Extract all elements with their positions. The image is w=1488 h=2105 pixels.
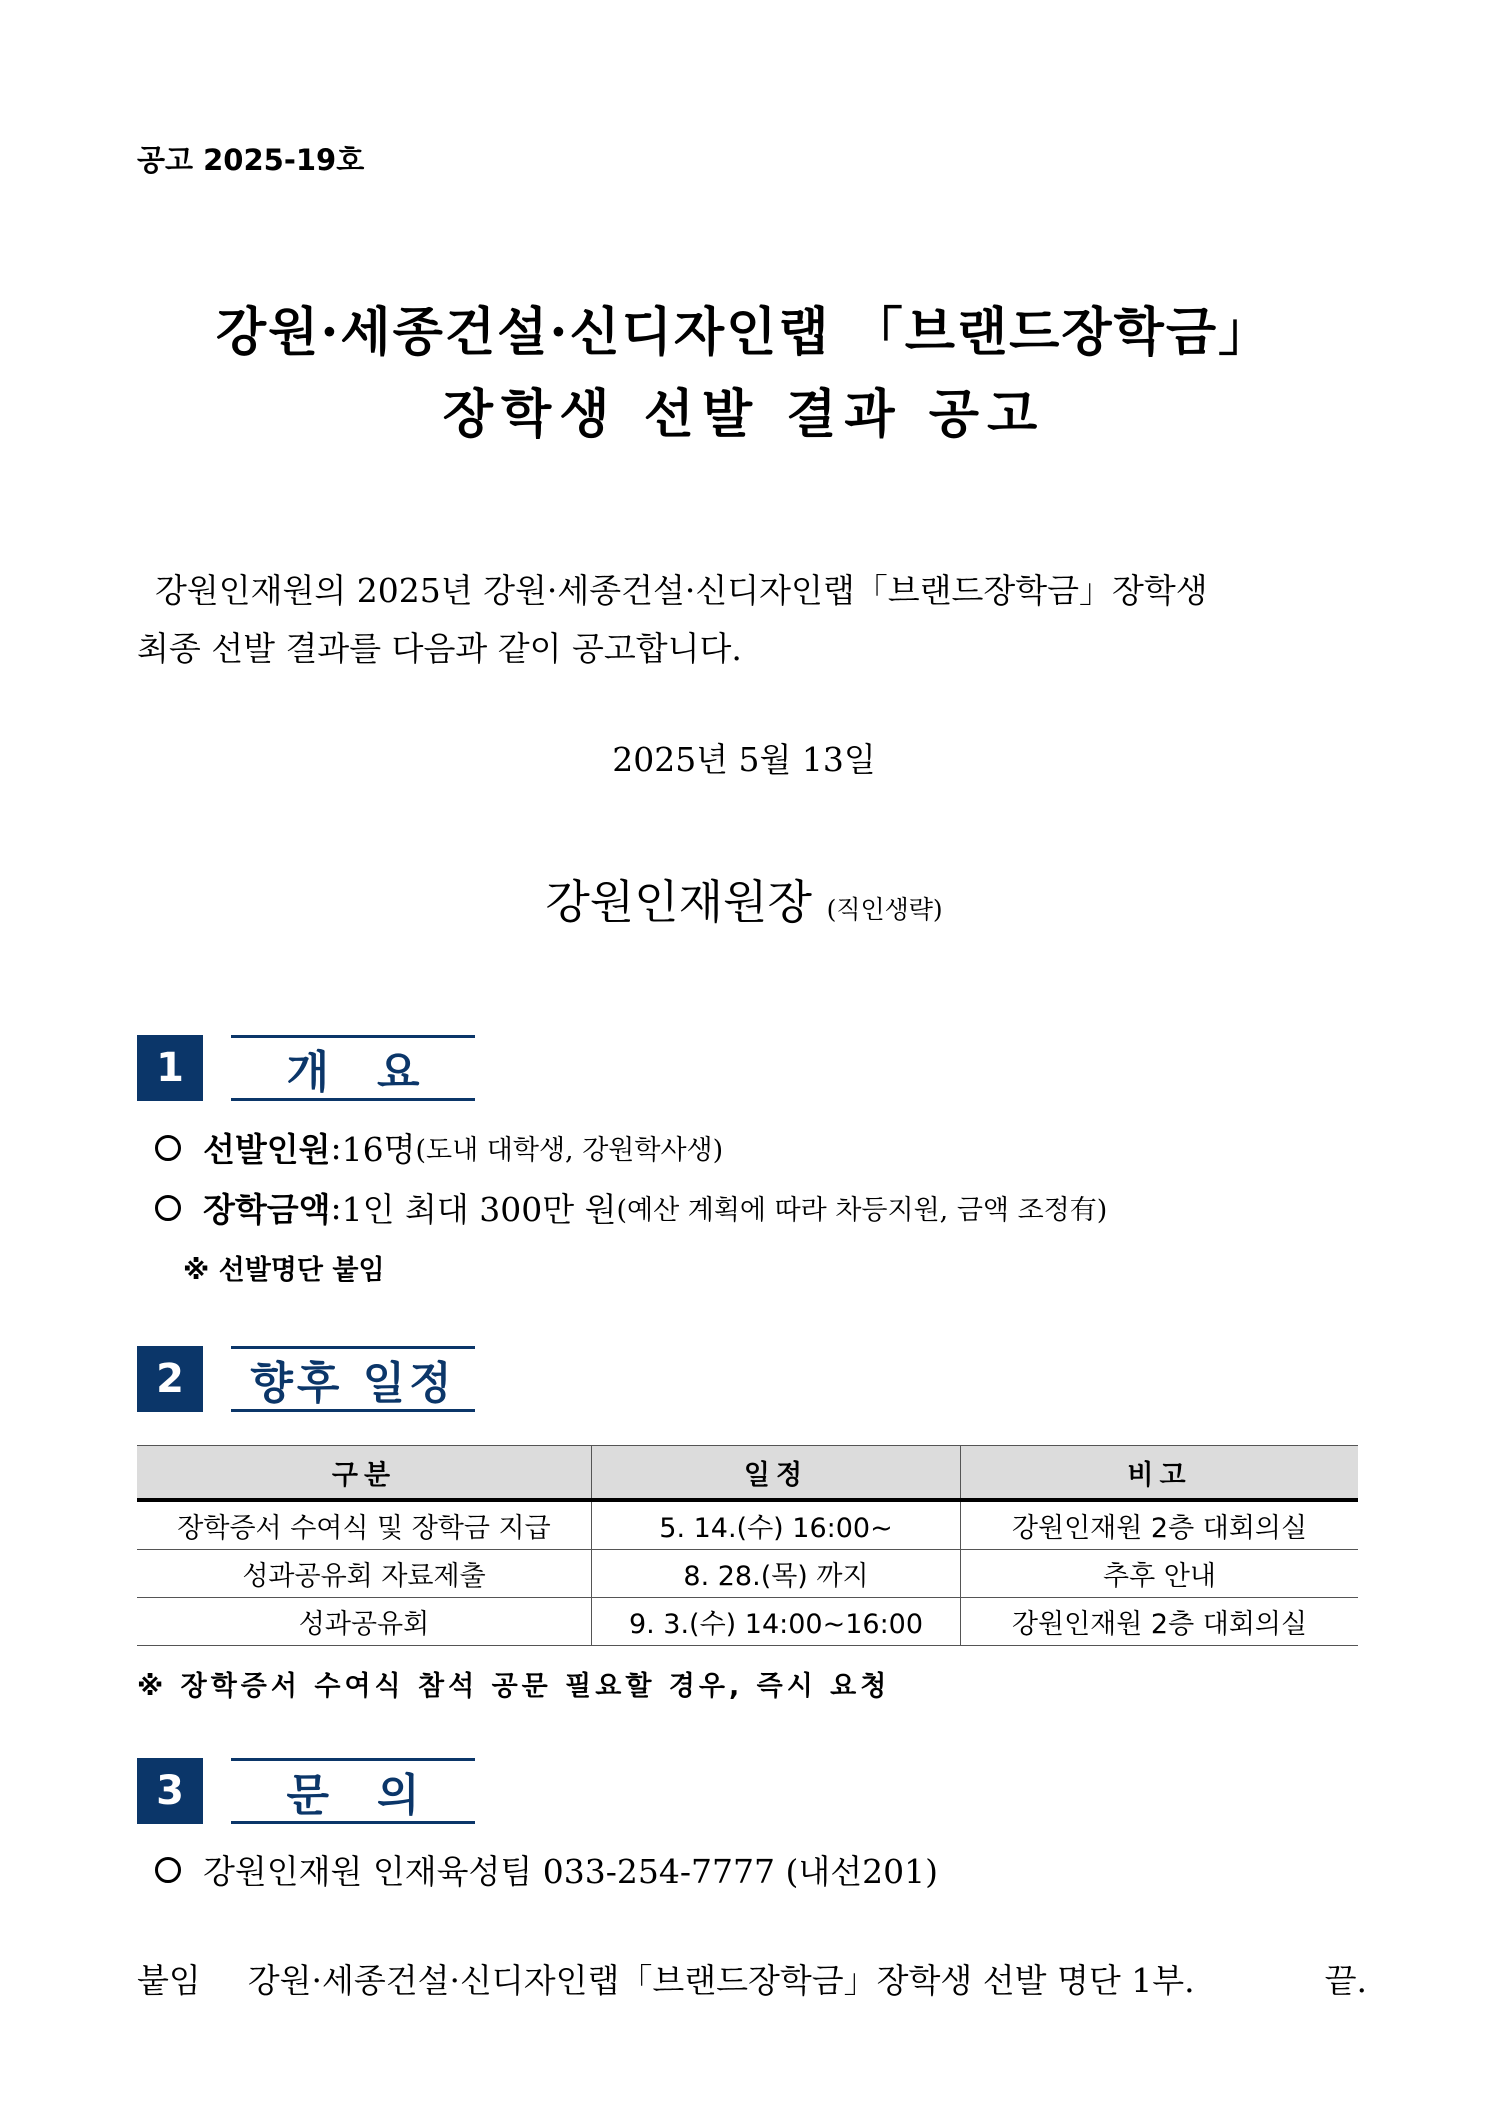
bullet-value: 1인 최대 300만 원 <box>341 1190 617 1229</box>
seal-note: (직인생략) <box>826 895 943 924</box>
table-cell: 8. 28.(목) 까지 <box>592 1550 961 1598</box>
bullet-note: (예산 계획에 따라 차등지원, 금액 조정有) <box>616 1195 1108 1226</box>
circle-bullet-icon <box>155 1857 181 1883</box>
table-cell: 5. 14.(수) 16:00~ <box>592 1500 961 1550</box>
document-title-line1: 강원·세종건설·신디자인랩 「브랜드장학금」 <box>215 302 1273 363</box>
table-header-category: 구분 <box>137 1446 592 1501</box>
end-mark: 끝. <box>1324 1961 1367 2000</box>
intro-line2: 최종 선발 결과를 다음과 같이 공고합니다. <box>137 629 742 668</box>
circle-bullet-icon <box>155 1135 181 1161</box>
bullet-label: 장학금액 <box>203 1190 331 1229</box>
section-1-header <box>137 1035 475 1101</box>
table-row <box>137 1598 1358 1646</box>
attachment-line <box>137 1955 1367 2002</box>
section-3-header <box>137 1758 475 1824</box>
section-2-header <box>137 1346 475 1412</box>
table-header-remarks: 비고 <box>961 1446 1359 1501</box>
attachment-text: 강원·세종건설·신디자인랩「브랜드장학금」장학생 선발 명단 1부. <box>247 1961 1195 2000</box>
bullet-value: 16명 <box>341 1130 416 1169</box>
intro-paragraph <box>137 562 1367 678</box>
table-cell: 강원인재원 2층 대회의실 <box>961 1500 1359 1550</box>
table-row <box>137 1550 1358 1598</box>
bullet-separator: : <box>330 1128 342 1167</box>
circle-bullet-icon <box>155 1195 181 1221</box>
section-2-number: 2 <box>137 1346 203 1412</box>
bullet-selection-count <box>155 1124 723 1171</box>
section-1-number: 1 <box>137 1035 203 1101</box>
document-title-line2: 장학생 선발 결과 공고 <box>442 384 1046 445</box>
contact-text: 강원인재원 인재육성팀 033-254-7777 (내선201) <box>203 1852 938 1891</box>
bullet-separator: : <box>330 1188 342 1227</box>
bullet-scholarship-amount <box>155 1184 1107 1231</box>
notice-number: 공고 2025-19호 <box>137 143 365 177</box>
attachment-label: 붙임 <box>137 1961 201 2000</box>
table-header-schedule: 일정 <box>592 1446 961 1501</box>
table-row <box>137 1500 1358 1550</box>
table-cell: 장학증서 수여식 및 장학금 지급 <box>137 1500 592 1550</box>
notice-date: 2025년 5월 13일 <box>612 740 876 779</box>
bullet-note: (도내 대학생, 강원학사생) <box>415 1135 724 1166</box>
section-3-title: 문의 <box>231 1758 475 1824</box>
table-header-row <box>137 1446 1358 1501</box>
section-1-note: ※ 선발명단 붙임 <box>183 1255 385 1286</box>
section-2-note: ※ 장학증서 수여식 참석 공문 필요할 경우, 즉시 요청 <box>137 1671 891 1702</box>
table-cell: 9. 3.(수) 14:00~16:00 <box>592 1598 961 1646</box>
signer <box>0 866 1488 932</box>
intro-line1: 강원인재원의 2025년 강원·세종건설·신디자인랩「브랜드장학금」장학생 <box>155 571 1208 610</box>
table-cell: 추후 안내 <box>961 1550 1359 1598</box>
table-cell: 성과공유회 <box>137 1598 592 1646</box>
bullet-label: 선발인원 <box>203 1130 331 1169</box>
table-cell: 성과공유회 자료제출 <box>137 1550 592 1598</box>
section-1-title: 개요 <box>231 1035 475 1101</box>
schedule-table <box>137 1445 1358 1646</box>
signer-name: 강원인재원장 <box>545 875 812 929</box>
section-2-title: 향후 일정 <box>231 1346 475 1412</box>
table-cell: 강원인재원 2층 대회의실 <box>961 1598 1359 1646</box>
section-3-number: 3 <box>137 1758 203 1824</box>
bullet-contact <box>155 1846 938 1893</box>
